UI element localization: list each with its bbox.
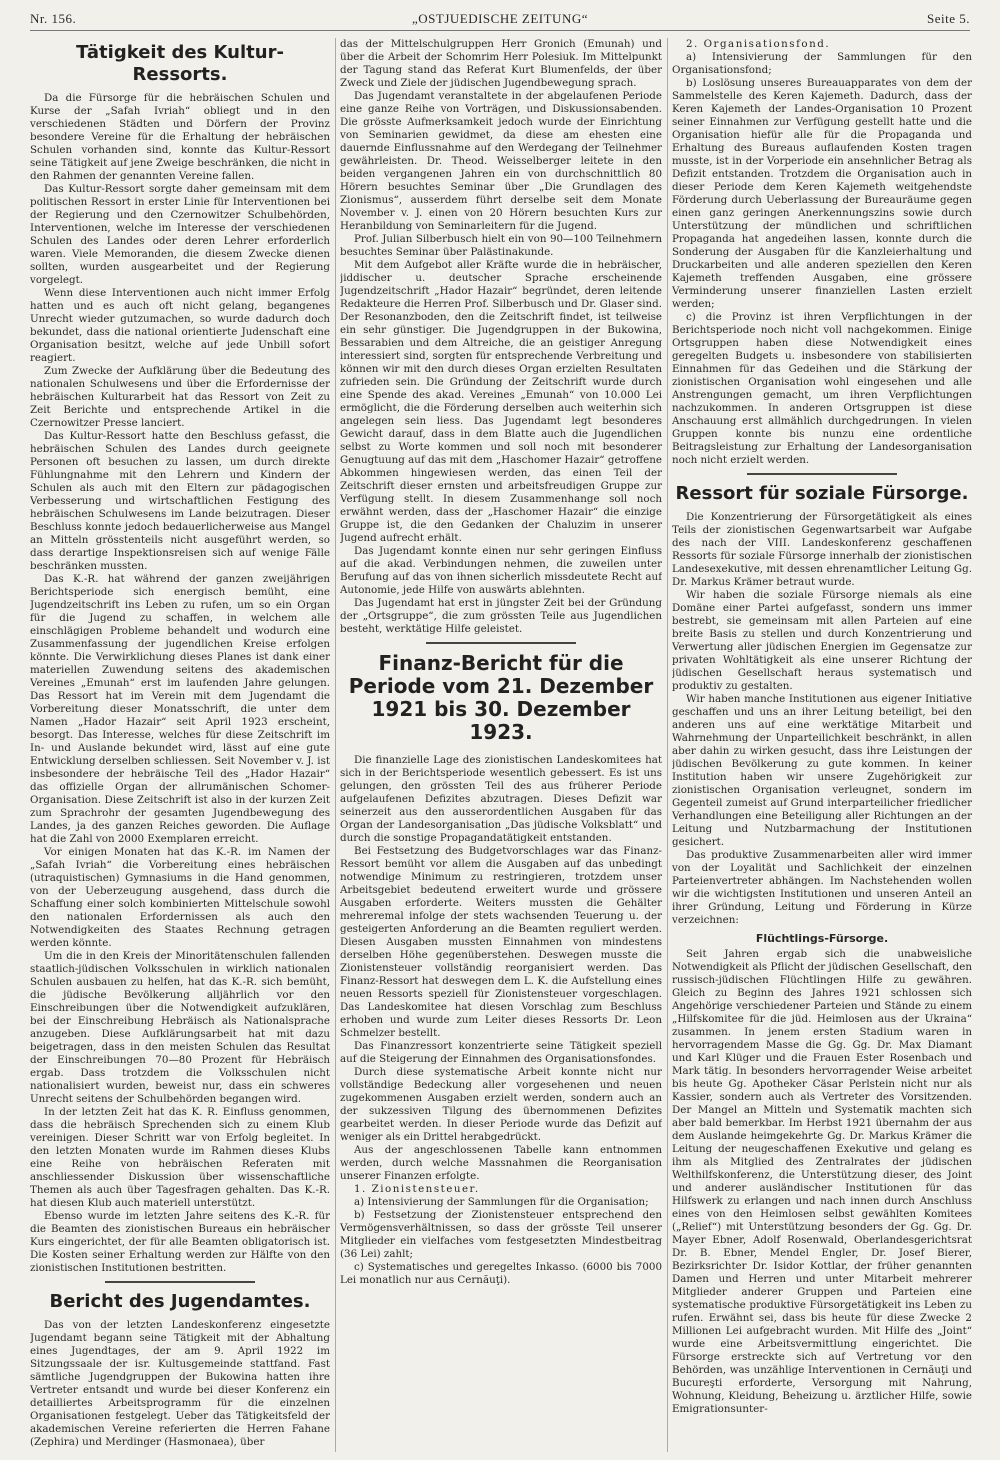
paragraph: Das von der letzten Landeskonferenz eingesetzte Jugendamt begann seine Tätigkeit mit der Abhaltung eines Jugendtages, der am 9. April 1922 im Sitzungssaale der isr. Kultusgemeinde stattfand. Fast sämtliche Jugendgruppen der Bukowina hatten ihre Vertreter entsandt und wurde bei dieser Konferenz ein detailliertes Arbeitsprogramm für die einzelnen Organisationen festgelegt. Ueber das Tätigkeitsfeld der akademischen Vereine referierten die Herren Fahane (Zephira) und Merdinger (Hasmonaea), über: [30, 1319, 330, 1448]
list-item: b) Festsetzung der Zionistensteuer entsprechend den Vermögensverhältnissen, so dass der grösste Teil unserer Mitglieder ein vielfaches vom festgesetzten Mindestbeitrag (36 Lei) zahlt;: [340, 1209, 662, 1260]
paragraph: Wir haben die soziale Fürsorge niemals als eine Domäne einer Partei aufgefasst, sondern uns immer bestrebt, sie gemeinsam mit allen Parteien auf eine breite Basis zu stellen und durch Konzentrierung und Verwertung aller jüdischen Energien im Gegensatze zur privaten Wohltätigkeit als eine unserer Richtung der jüdischen Gesellschaft heraus systematisch und produktiv zu gestalten.: [672, 589, 972, 692]
paragraph: Die finanzielle Lage des zionistischen Landeskomitees hat sich in der Berichtsperiode wesentlich gebessert. Es ist uns gelungen, den grössten Teil des aus früherer Periode aufgelaufenen Defizites abzutragen. Dieses Defizit war seinerzeit aus den ausserordentlichen Ausgaben für das Organ der Landesorganisation „Das jüdische Volksblatt“ und durch die sonstige Propagandatätigkeit entstanden.: [340, 754, 662, 844]
section-divider: [426, 642, 576, 644]
column-rule: [335, 38, 336, 1452]
column-3: [672, 38, 972, 1454]
paragraph: Wenn diese Interventionen auch nicht immer Erfolg hatten und es auch oft nicht gelang, begangenes Unrecht wieder gutzumachen, so wurde dadurch doch bekundet, dass die national orientierte Judenschaft eine Organisation besitzt, welche auf jede Unbill sofort reagiert.: [30, 287, 330, 364]
paragraph: Aus der angeschlossenen Tabelle kann entnommen werden, durch welche Massnahmen die Reorganisation unserer Finanzen erfolgte.: [340, 1144, 662, 1182]
section-divider: [105, 1281, 255, 1283]
issue-number: Nr. 156.: [30, 11, 77, 26]
list-heading: 2. Organisationsfond.: [686, 38, 831, 50]
paragraph: Das Jugendamt konnte einen nur sehr geringen Einfluss auf die akad. Verbindungen nehmen, die zuweilen unter Berufung auf das von ihnen sicherlich missdeutete Recht auf Autonomie, jede Hilfe von auswärts ablehnten.: [340, 545, 662, 596]
list-item: c) die Provinz ist ihren Verpflichtungen in der Berichtsperiode noch nicht voll nachgekommen. Einige Ortsgruppen haben diese Notwendigkeit eines geregelten Budgets u. insbesondere von stabilisierten Einnahmen für das Gedeihen und die Stärkung der zionistischen Organisation wohl eingesehen und alle Anstrengungen gemacht, um ihren Verpflichtungen nachzukommen. In anderen Ortsgruppen ist diese Anschauung erst allmählich durchgedrungen. In vielen Gruppen konnte bis nunzu eine ordentliche Beitragsleistung zur Erhaltung der Landesorganisation noch nicht erzielt werden.: [672, 311, 972, 466]
list-item: a) Intensivierung der Sammlungen für die Organisation;: [354, 1196, 649, 1208]
paragraph: Das Kultur-Ressort sorgte daher gemeinsam mit dem politischen Ressort in erster Linie für Interventionen bei der Regierung und den Czernowitzer Schulbehörden, Interventionen, welche im Interesse der verschiedenen Schulen des Landes oder deren Lehrer erforderlich waren. Viele Memoranden, die diesem Zwecke dienen sollten, wurden ausgearbeitet und der Regierung vorgelegt.: [30, 183, 330, 286]
paragraph: Wir haben manche Institutionen aus eigener Initiative geschaffen und uns an ihrer Leitung beteiligt, bei den anderen uns auf eine werktätige Mitarbeit und Wahrnehmung der Unparteilichkeit beschränkt, in allen aber dahin zu wirken gesucht, dass ihre Leistungen der jüdischen Bevölkerung zu gute kommen. In keiner Institution haben wir unsere Zugehörigkeit zur zionistischen Organisation verleugnet, sondern im Gegenteil zumeist auf Grund interparteilicher friedlicher Verhandlungen eine Beteiligung aller Richtungen an der Leitung und Nutzbarmachung der Institutionen gesichert.: [672, 693, 972, 848]
newspaper-title: „OSTJUEDISCHE ZEITUNG“: [411, 11, 588, 26]
paragraph: Das Jugendamt veranstaltete in der abgelaufenen Periode eine ganze Reihe von Vorträgen, und Diskussionsabenden. Die grösste Aufmerksamkeit jedoch wurde der Einrichtung von Seminarien gewidmet, da diese am ehesten eine dauernde Einflussnahme auf den Werdegang der Teilnehmer gewährleisten. Dr. Theod. Weisselberger leitete in den beiden vergangenen Jahren ein von durchschnittlich 80 Hörern besuchtes Seminar über „Die Grundlagen des Zionismus“, ausserdem führt derselbe seit dem Monate November v. J. einen von 20 Hörern besuchten Kurs zur Heranbildung von Seminarleitern für die Jugend.: [340, 90, 662, 232]
heading-finanz-bericht: Finanz-Bericht für die Periode vom 21. Dezember 1921 bis 30. Dezember 1923.: [348, 651, 654, 744]
paragraph: Das K.-R. hat während der ganzen zweijährigen Berichtsperiode sich energisch bemüht, eine Jugendzeitschrift ins Leben zu rufen, um so ein Organ für die Jugend zu schaffen, in welchem alle einschlägigen Probleme behandelt und wodurch eine Zusammenfassung der jugendlichen Kreise erfolgen könnte. Die Verwirklichung dieses Planes ist dank einer materiellen Zuwendung seitens des akademischen Vereines „Emunah“ erst im laufenden Jahre gelungen. Das Ressort hat im Verein mit dem Jugendamt die Vorbereitung dieser Monatsschrift, die unter dem Namen „Hador Hazair“ seit April 1923 erscheint, besorgt. Das Interesse, welches für diese Zeitschrift im In- und Auslande bekundet wird, lässt auf eine gute Entwicklung derselben schliessen. Seit November v. J. ist insbesondere der hebräische Teil des „Hador Hazair“ das offizielle Organ der allrumänischen Schomer-Organisation. Diese Zeitschrift ist also in der kurzen Zeit zum Sprachrohr der gesamten Jugendbewegung des Landes, ja des ganzen Reiches geworden. Die Auflage hat die Zahl von 2000 Exemplaren erreicht.: [30, 573, 330, 845]
paragraph: Zum Zwecke der Aufklärung über die Bedeutung des nationalen Schulwesens und über die Erfordernisse der hebräischen Kulturarbeit hat das Ressort von Zeit zu Zeit Berichte und entsprechende Artikel in die Czernowitzer Presse lanciert.: [30, 365, 330, 429]
masthead: [30, 8, 970, 31]
list-heading: 1. Zionistensteuer.: [354, 1183, 480, 1195]
paragraph: Seit Jahren ergab sich die unabweisliche Notwendigkeit als Pflicht der jüdischen Gesellschaft, den russisch-jüdischen Flüchtlingen Hilfe zu gewähren. Gleich zu Beginn des Jahres 1921 schlossen sich Angehörige verschiedener Parteien und Stände zu einem „Hilfskomitee für die jüd. Heimlosen aus der Ukraina“ zusammen. In jenem ersten Stadium waren in hervorragendem Masse die Gg. Gg. Dr. Max Diamant und Karl Klüger und die Frauen Ester Rosenbach und Mark tätig. In besonders hervorragender Weise arbeitet bis heute Gg. Apotheker Cäsar Perlstein nicht nur als Kassier, sondern auch als Vertreter des Vorsitzenden. Der Mangel an Mitteln und Systematik machten sich aber bald bemerkbar. Im Herbst 1921 übernahm der aus dem Auslande heimgekehrte Gg. Dr. Markus Krämer die Leitung der neugeschaffenen Exekutive und gelang es ihm als Mitglied des Zentralrates der jüdischen Welthilfskonferenz, die Unterstützung dieser, des Joint und anderer ausländischer Institutionen für das Hilfswerk zu erlangen und nach innen durch Anschluss eines von den Heimlosen selbst gewählten Komitees („Relief“) mit Unterstützung besonders der Gg. Gg. Dr. Mayer Ebner, Adolf Rosenwald, Oberlandesgerichtsrat Dr. B. Ebner, Mendel Engler, Dr. Josef Bierer, Bezirksrichter Dr. Isidor Kottlar, der früher genannten Damen und Herren und unter Mitarbeit mehrerer Mitglieder anderer Gruppen und Parteien eine systematische produktive Fürsorgetätigkeit ins Leben zu rufen. Erwähnt sei, dass bis heute für diese Zwecke 2 Millionen Lei aufgebracht wurden. Mit Hilfe des „Joint“ wurde eine Arbeitsvermittlung eingerichtet. Die Fürsorge erstreckte sich auf Vertretung vor den Behörden, was unzählige Interventionen in Cernăuţi und Bucureşti erforderte, Versorgung mit Nahrung, Wohnung, Kleidung, Beheizung u. ärztlicher Hilfe, sowie Emigrationsunter-: [672, 948, 972, 1415]
column-1: [30, 38, 330, 1454]
paragraph: Das Kultur-Ressort hatte den Beschluss gefasst, die hebräischen Schulen des Landes durch geeignete Personen oft besuchen zu lassen, um durch direkte Fühlungnahme mit den Lehrern und Kindern der Schulen als auch mit den Eltern zur pädagogischen Verbesserung und wirtschaftlichen Festigung des hebräischen Schulwesens im Lande beizutragen. Dieser Beschluss konnte jedoch bedauerlicherweise aus Mangel an Mitteln grösstenteils nicht ausgeführt werden, so dass derartige Inspektionsreisen sich auf wenige Fälle beschränken mussten.: [30, 430, 330, 572]
column-2: [340, 38, 662, 1454]
page-number: Seite 5.: [927, 11, 970, 26]
paragraph: In der letzten Zeit hat das K. R. Einfluss genommen, dass die hebräisch Sprechenden sich zu einem Klub vereinigen. Dieser Schritt war von Erfolg begleitet. In den letzten Monaten wurde im Rahmen dieses Klubs eine Reihe von hebräischen Referaten mit anschliessender Diskussion über wissenschaftliche Themen als auch über Tagesfragen gehalten. Das K.-R. hat diesen Klub auch materiell unterstützt.: [30, 1106, 330, 1209]
paragraph: Die Konzentrierung der Fürsorgetätigkeit als eines Teils der zionistischen Gegenwartsarbeit war Aufgabe des nach der VIII. Landeskonferenz geschaffenen Ressorts für soziale Fürsorge innerhalb der zionistischen Landesexekutive, mit dessen ehrenamtlicher Leitung Gg. Dr. Markus Krämer betraut wurde.: [672, 511, 972, 588]
column-rule: [667, 38, 668, 1452]
paragraph: Vor einigen Monaten hat das K.-R. im Namen der „Safah Ivriah“ die Vorbereitung eines hebräischen (utraquistischen) Gymnasiums in die Hand genommen, von der Ueberzeugung ausgehend, dass durch die Schaffung einer solch kombinierten Mittelschule sowohl den nationalen Erfordernissen als auch den Notwendigkeiten des Staates Rechnung getragen werden könnte.: [30, 846, 330, 949]
paragraph: Ebenso wurde im letzten Jahre seitens des K.-R. für die Beamten des zionistischen Bureaus ein hebräischer Kurs eingerichtet, der für alle Beamten obligatorisch ist. Die Kosten seiner Erhaltung werden zur Hälfte von den zionistischen Institutionen bestritten.: [30, 1210, 330, 1274]
list-item: c) Systematisches und geregeltes Inkasso. (6000 bis 7000 Lei monatlich nur aus Cernăuţi).: [340, 1261, 662, 1286]
paragraph: Prof. Julian Silberbusch hielt ein von 90—100 Teilnehmern besuchtes Seminar über Palästinakunde.: [340, 233, 662, 258]
paragraph: Da die Fürsorge für die hebräischen Schulen und Kurse der „Safah Ivriah“ obliegt und in den verschiedenen Städten und Dörfern der Provinz besondere Vereine für die Erhaltung der hebräischen Schulen vorhanden sind, konnte das Kultur-Ressort seine Tätigkeit auf jene Zweige beschränken, die nicht in den Rahmen der genannten Vereine fallen.: [30, 92, 330, 182]
heading-soziale-fuersorge: Ressort für soziale Fürsorge.: [675, 483, 969, 504]
heading-kultur-ressort: Tätigkeit des Kultur-Ressorts.: [76, 42, 284, 85]
paragraph: Das Finanzressort konzentrierte seine Tätigkeit speziell auf die Steigerung der Einnahmen des Organisationsfondes.: [340, 1040, 662, 1065]
paragraph: Bei Festsetzung des Budgetvorschlages war das Finanz-Ressort bemüht vor allem die Ausgaben auf das unbedingt notwendige Minimum zu restringieren, trotzdem unser Arbeitsgebiet bedeutend erweitert wurde und grössere Ausgaben erforderte. Weiters mussten die Gehälter mehreremal infolge der stets wachsenden Teuerung u. der gesteigerten Anforderung an die Beamten reguliert werden. Diesen Ausgaben mussten Einnahmen von mindestens derselben Höhe gegenüberstehen. Deswegen musste die Zionistensteuer vollständig reorganisiert werden. Das Finanz-Ressort hat deswegen dem L. K. die Aufstellung eines neuen Ressorts speziell für Zionistensteuer vorgeschlagen. Das Landeskomitee hat diesen Vorschlag zum Beschluss erhoben und wurde zum Leiter dieses Ressorts Dr. Leon Schmelzer bestellt.: [340, 845, 662, 1039]
paragraph: Das produktive Zusammenarbeiten aller wird immer von der Loyalität und Sachlichkeit der einzelnen Parteienvertreter abhängen. Im Nachstehenden wollen wir die wichtigsten Institutionen und unseren Anteil an ihrer Gründung, Leitung und Förderung in Kürze verzeichnen:: [672, 849, 972, 926]
paragraph: Mit dem Aufgebot aller Kräfte wurde die in hebräischer, jiddischer u. deutscher Sprache erscheinende Jugendzeitschrift „Hador Hazair“ begründet, deren leitende Redakteure die Herren Prof. Silberbusch und Dr. Glaser sind. Der Resonanzboden, den die Zeitschrift findet, ist teilweise ein sehr günstiger. Die Jugendgruppen in der Bukowina, Bessarabien und dem Altreiche, die an geistiger Anregung interessiert sind, sorgten für entsprechende Verbreitung und können wir mit den durch dieses Organ erzielten Resultaten zufrieden sein. Die Gründung der Zeitschrift wurde durch eine Spende des akad. Vereines „Emunah“ von 10.000 Lei ermöglicht, die die Förderung derselben auch weiterhin sich angelegen sein liess. Das Jugendamt legt besonderes Gewicht darauf, dass in dem Blatte auch die Jugendlichen selbst zu Worte kommen und soll noch mit besonderer Genugtuung auf das mit dem „Haschomer Hazair“ getroffene Abkommen hingewiesen werden, das einen Teil der Zeitschrift dieser ernsten und arbeitsfreudigen Gruppe zur Verfügung stellt. In diesem Zusammenhange soll noch erwähnt werden, dass der „Haschomer Hazair“ die einzige Gruppe ist, die den Gedanken der Chaluzim in unserer Jugend aufrecht erhält.: [340, 259, 662, 544]
paragraph: Das Jugendamt hat erst in jüngster Zeit bei der Gründung der „Ortsgruppe“, die zum grössten Teile aus Jugendlichen besteht, werktätige Hilfe geleistet.: [340, 597, 662, 635]
section-divider: [747, 473, 897, 475]
paragraph: Durch diese systematische Arbeit konnte nicht nur vollständige Bedeckung aller vorgesehenen und neuen zugekommenen Ausgaben erzielt werden, sondern auch an der sukzessiven Tilgung des übernommenen Defizites gearbeitet werden. In dieser Periode wurde das Defizit auf weniger als ein Drittel herabgedrückt.: [340, 1066, 662, 1143]
paragraph: das der Mittelschulgruppen Herr Gronich (Emunah) und über die Arbeit der Schomrim Herr Polesiuk. Im Mittelpunkt der Tagung stand das Referat Kurt Blumenfelds, der über Zweck und Ziele der jüdischen Jugendbewegung sprach.: [340, 38, 662, 89]
heading-jugendamt: Bericht des Jugendamtes.: [49, 1291, 311, 1312]
list-item: a) Intensivierung der Sammlungen für den Organisationsfond;: [672, 51, 972, 76]
subheading-fluechtlings-fuersorge: Flüchtlings-Fürsorge.: [755, 932, 889, 945]
paragraph: Um die in den Kreis der Minoritätenschulen fallenden staatlich-jüdischen Volksschulen in wirklich nationalen Schulen ausbauen zu helfen, hat das K.-R. sich bemüht, die jüdische Bevölkerung alljährlich vor den Einschreibungen über die Notwendigkeit aufzuklären, bei der Einschreibung Hebräisch als Nationalsprache anzugeben. Diese Aufklärungsarbeit hat mit dazu beigetragen, dass in den meisten Schulen das Resultat der Einschreibungen 70—80 Prozent für Hebräisch ergab. Dass trotzdem die Volksschulen nicht nationalisiert wurden, beweist nur, dass ein schweres Unrecht seitens der Schulbehörden begangen wird.: [30, 950, 330, 1105]
list-item: b) Loslösung unseres Bureauapparates von dem der Sammelstelle des Keren Kajemeth. Dadurch, dass der Keren Kajemeth der Landes-Organisation 10 Prozent seiner Einnahmen zur Verfügung gestellt hatte und die Organisation hiefür alle für die Propaganda und Erhaltung des Bureaus auflaufenden Kosten tragen musste, ist in der Vorperiode ein ansehnlicher Betrag als Defizit entstanden. Trotzdem die Organisation auch in dieser Periode dem Keren Kajemeth weitgehendste Förderung durch Ueberlassung der Bureauräume gegen einen ganz geringen Anerkennungszins sowie durch Unterstützung der mündlichen und schriftlichen Propaganda hat angedeihen lassen, konnte durch die Sonderung der Ausgaben für die Kanzleierhaltung und Druckarbeiten und alle anderen speziellen den Keren Kajemeth treffenden Ausgaben, eine grössere Verminderung unserer finanziellen Lasten erzielt werden;: [672, 77, 972, 310]
